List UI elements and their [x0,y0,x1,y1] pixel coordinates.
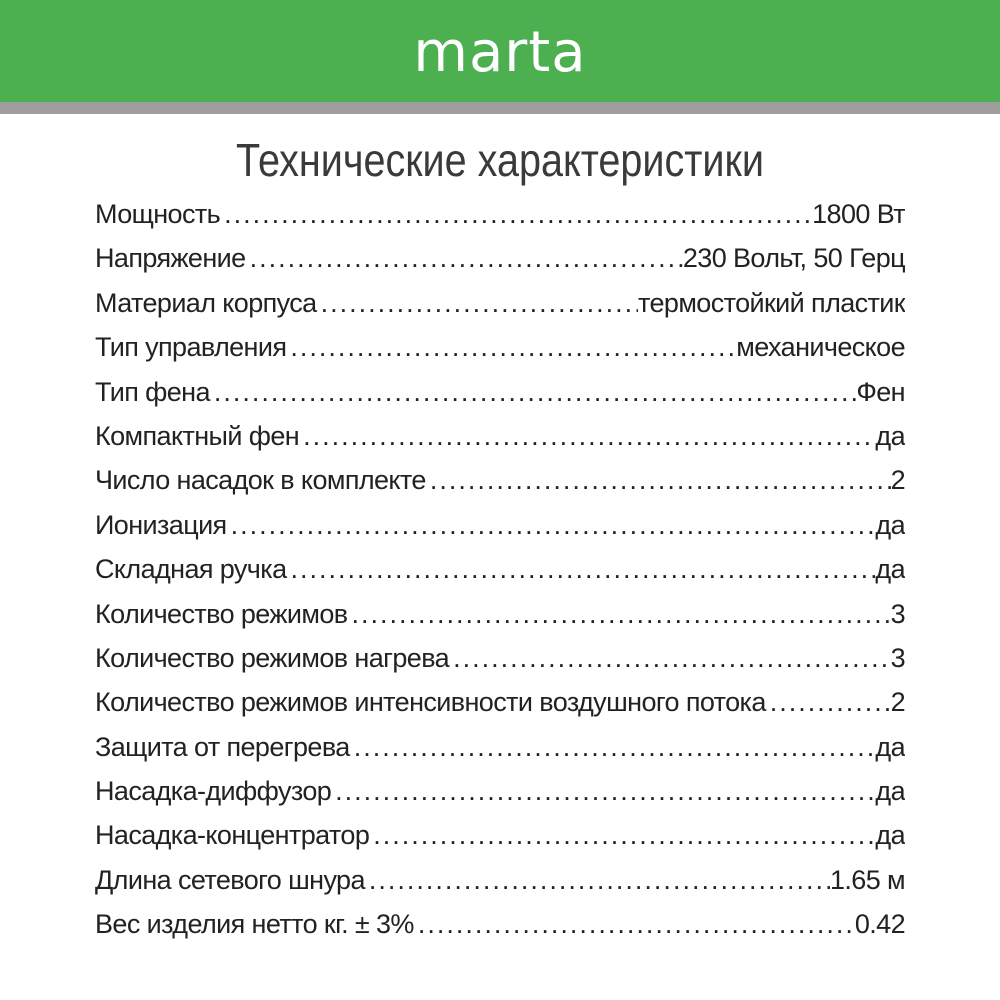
spec-label: Длина сетевого шнура [95,864,365,895]
spec-value: да [875,820,905,851]
spec-row [95,281,905,325]
spec-value: 3 [890,598,905,629]
spec-value: 2 [890,465,905,496]
leader-dots [317,281,638,325]
spec-row [95,458,905,502]
spec-row [95,902,905,946]
leader-dots [414,902,855,946]
leader-dots [299,414,875,458]
leader-dots [365,858,830,902]
brand-header [0,0,1000,102]
spec-value: 3 [890,642,905,673]
spec-row [95,592,905,636]
spec-label: Защита от перегрева [95,731,350,762]
spec-value: термостойкий пластик [638,287,905,318]
leader-dots [246,236,683,280]
brand-logo: marta [413,20,587,85]
spec-value: механическое [736,332,905,363]
spec-label: Количество режимов [95,598,348,629]
spec-label: Компактный фен [95,420,300,451]
spec-value: 1800 Вт [812,199,905,229]
spec-value: 230 Вольт, 50 Герц [682,243,905,274]
spec-label: Число насадок в комплекте [95,465,426,496]
spec-row [95,858,905,902]
spec-row [95,769,905,813]
spec-row [95,236,905,280]
leader-dots [449,636,891,680]
spec-label: Материал корпуса [95,287,317,318]
spec-value: 1.65 м [829,864,905,895]
spec-value: да [875,731,905,762]
spec-label: Количество режимов интенсивности воздушного потока [95,687,766,718]
spec-row [95,680,905,724]
leader-dots [426,458,891,502]
spec-label: Вес изделия нетто кг. ± 3% [95,909,414,940]
leader-dots [350,725,876,769]
spec-value: да [875,420,905,451]
spec-list [95,192,905,947]
spec-row [95,636,905,680]
spec-value: 0.42 [854,909,905,940]
spec-label: Напряжение [95,243,246,274]
spec-row [95,547,905,591]
leader-dots [210,370,856,414]
leader-dots [369,813,875,857]
spec-value: 2 [890,687,905,718]
leader-dots [331,769,875,813]
spec-row [95,813,905,857]
leader-dots [286,325,736,369]
spec-row [95,192,905,236]
spec-value: да [875,509,905,540]
spec-row [95,325,905,369]
leader-dots [220,192,812,236]
spec-label: Насадка-диффузор [95,776,332,807]
spec-row [95,370,905,414]
spec-value: Фен [856,376,905,407]
spec-label: Количество режимов нагрева [95,642,450,673]
spec-label: Тип управления [95,332,287,363]
spec-label: Ионизация [95,509,227,540]
page-title: Технические характеристики [236,134,764,186]
spec-label: Мощность [95,199,221,229]
leader-dots [348,592,891,636]
spec-row [95,503,905,547]
spec-label: Тип фена [95,376,210,407]
spec-row [95,414,905,458]
spec-value: да [875,554,905,585]
header-divider [0,102,1000,114]
leader-dots [287,547,876,591]
spec-label: Насадка-концентратор [95,820,370,851]
spec-row [95,725,905,769]
spec-value: да [875,776,905,807]
spec-label: Складная ручка [95,554,287,585]
leader-dots [766,680,891,724]
leader-dots [227,503,876,547]
